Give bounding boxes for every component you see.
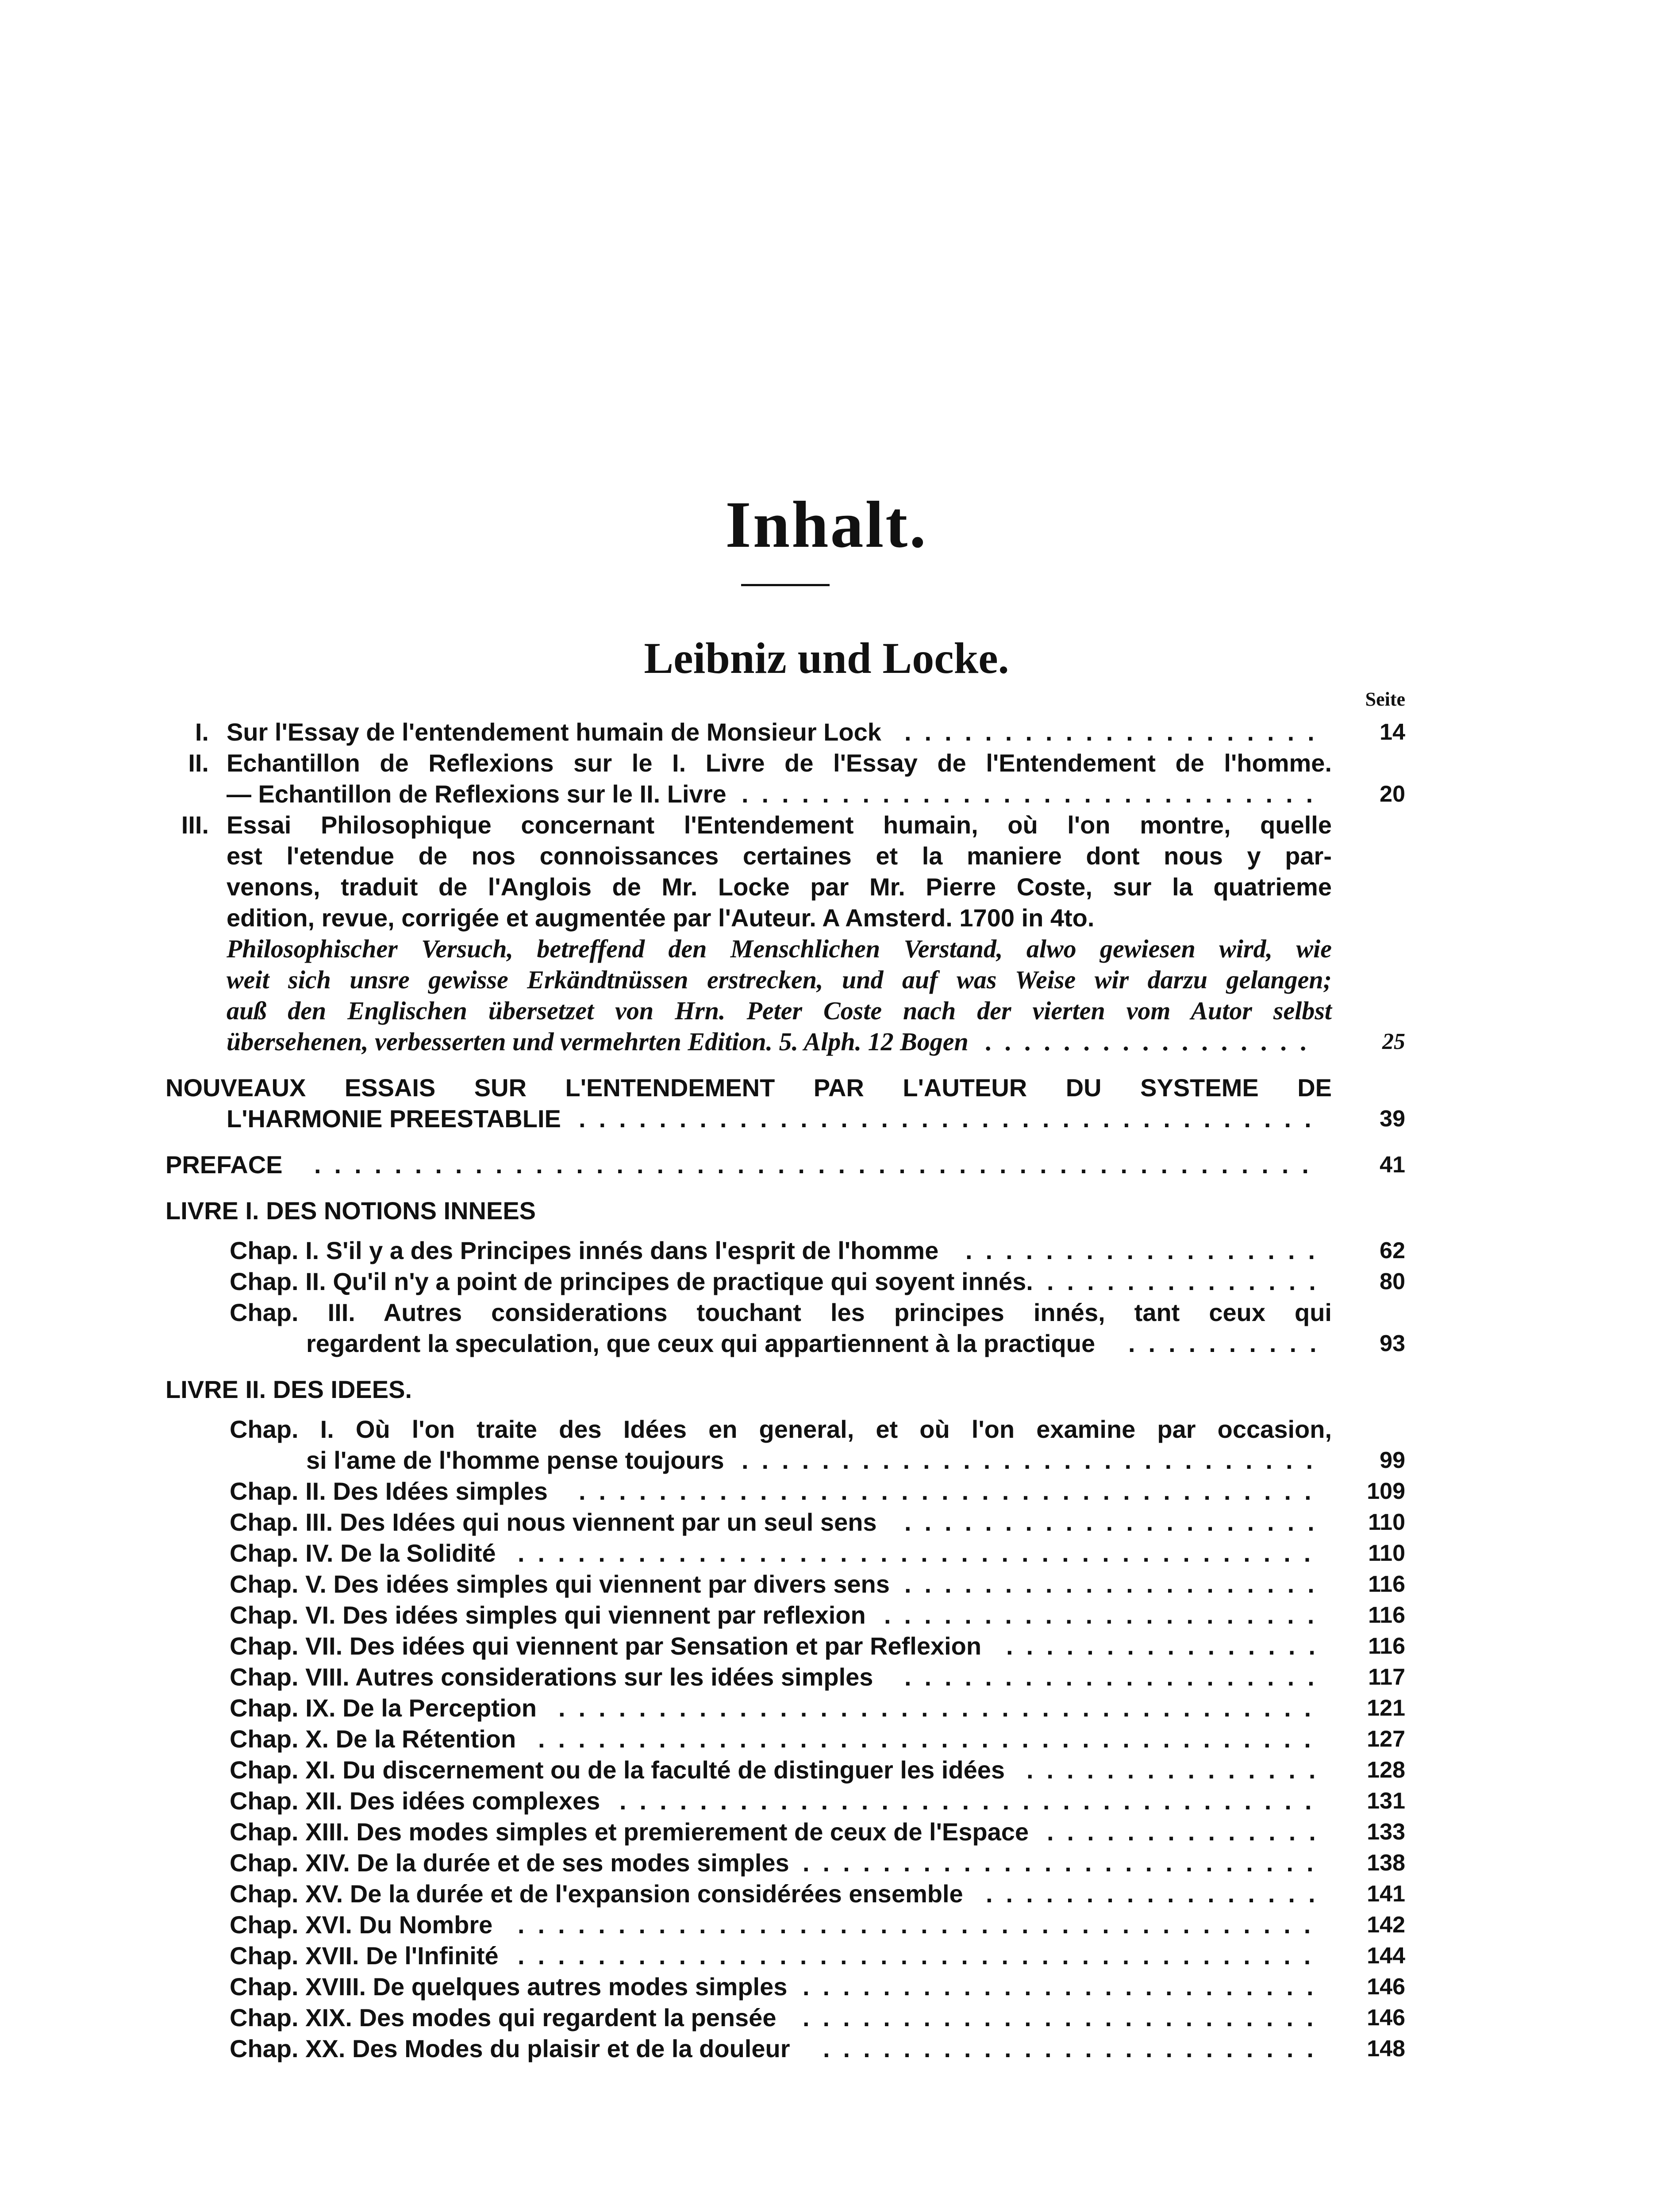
page-number: 146 — [1367, 1974, 1405, 2000]
dot-leader: .............. — [1047, 1267, 1329, 1295]
dot-leader: .......................... — [803, 2004, 1327, 2032]
toc-entry-text: regardent la speculation, que ceux qui appartiennent à la practique — [306, 1329, 1096, 1357]
toc-entry-text: Chap. III. Autres considerations touchant les principes innés, tant ceux qui — [230, 1298, 1332, 1326]
toc-entry-text: Chap. XIV. De la durée et de ses modes simples — [230, 1849, 789, 1877]
page-number: 25 — [1382, 1029, 1405, 1054]
toc-line — [227, 933, 1332, 964]
toc-line — [230, 1816, 1405, 1847]
toc-line — [165, 1195, 1332, 1226]
page-column-header: Seite — [1365, 688, 1405, 710]
toc-line — [227, 1026, 1405, 1057]
dot-leader: ................. — [986, 1027, 1321, 1056]
page-number: 99 — [1380, 1448, 1405, 1473]
page-title: Inhalt. — [725, 488, 928, 561]
toc-entry-text: LIVRE II. DES IDEES. — [165, 1375, 412, 1403]
toc-entry-text: Chap. XI. Du discernement ou de la faculté de distinguer les idées — [230, 1756, 1005, 1784]
dot-leader: .......................... — [803, 1973, 1327, 2001]
toc-entry-text: LIVRE I. DES NOTIONS INNEES — [165, 1197, 536, 1225]
toc-line — [230, 1786, 1405, 1816]
section-title: Leibniz und Locke. — [644, 634, 1009, 683]
toc-line — [306, 1445, 1405, 1476]
toc-line — [230, 1266, 1405, 1297]
toc-entry-text: L'HARMONIE PREESTABLIE — [227, 1105, 561, 1133]
dot-leader: ........................................ — [518, 1539, 1324, 1567]
dot-leader: ................................... — [619, 1787, 1325, 1815]
toc-line — [306, 1328, 1405, 1359]
toc-line — [227, 995, 1332, 1026]
dot-leader: .......... — [1128, 1329, 1330, 1357]
toc-entry-text: Chap. II. Qu'il n'y a point de principes de practique qui soyent innés. — [230, 1267, 1033, 1295]
page-number: 138 — [1367, 1850, 1405, 1876]
dot-leader: ................ — [1006, 1632, 1329, 1660]
page-number: 110 — [1368, 1540, 1405, 1566]
toc-entry-text: Chap. VII. Des idées qui viennent par Sensation et par Reflexion — [230, 1632, 982, 1660]
toc-entry-text: Philosophischer Versuch, betreffend den Menschlichen Verstand, alwo gewiesen wird, wie — [227, 934, 1332, 963]
toc-line — [230, 1476, 1405, 1507]
dot-leader: ..................... — [904, 1663, 1328, 1691]
dot-leader: ..................... — [904, 1508, 1328, 1536]
toc-entry-text: Chap. XX. Des Modes du plaisir et de la douleur — [230, 2035, 790, 2062]
page-number: 128 — [1367, 1757, 1405, 1783]
entry-number: I. — [195, 718, 209, 746]
page-number: 39 — [1380, 1106, 1405, 1132]
toc-line — [230, 1693, 1405, 1724]
page-number: 121 — [1367, 1695, 1405, 1721]
toc-entry-text: Essai Philosophique concernant l'Entendement humain, où l'on montre, quelle — [227, 811, 1332, 839]
toc-entry-text: Chap. III. Des Idées qui nous viennent par un seul sens — [230, 1508, 877, 1536]
toc-line — [165, 1149, 1405, 1180]
toc-line — [188, 748, 1332, 779]
toc-line — [227, 964, 1332, 995]
toc-line — [230, 1297, 1332, 1328]
page-number: 142 — [1367, 1912, 1405, 1938]
toc-line — [227, 1103, 1405, 1134]
page-number: 144 — [1367, 1943, 1405, 1969]
toc-line — [230, 1538, 1405, 1569]
toc-line — [230, 1507, 1405, 1538]
dot-leader: .............. — [1047, 1818, 1329, 1846]
toc-line — [230, 1878, 1405, 1909]
toc-entry-text: Chap. XII. Des idées complexes — [230, 1787, 600, 1815]
page-number: 93 — [1380, 1331, 1405, 1356]
toc-line — [195, 717, 1405, 748]
dot-leader: ........................................ — [518, 1942, 1324, 1970]
toc-line — [227, 902, 1332, 933]
toc-entry-text: edition, revue, corrigée et augmentée par l'Auteur. A Amsterd. 1700 in 4to. — [227, 904, 1095, 932]
toc-entry-text: Sur l'Essay de l'entendement humain de Monsieur Lock — [227, 718, 881, 746]
toc-entry-text: Chap. XVI. Du Nombre — [230, 1911, 493, 1939]
entry-number: II. — [188, 749, 209, 777]
page-number: 131 — [1367, 1788, 1405, 1814]
toc-line — [230, 1662, 1405, 1693]
toc-entry-text: PREFACE — [165, 1151, 283, 1179]
toc-entry-text: Echantillon de Reflexions sur le I. Livre de l'Essay de l'Entendement de l'homme. — [227, 749, 1332, 777]
dot-leader: ........................................ — [518, 1911, 1324, 1939]
toc-entry-text: est l'etendue de nos connoissances certaines et la maniere dont nous y par- — [227, 842, 1332, 870]
toc-line — [230, 2002, 1405, 2033]
toc-entry-text: übersehenen, verbesserten und vermehrten Edition. 5. Alph. 12 Bogen — [227, 1027, 969, 1056]
toc-entry-text: Chap. I. Où l'on traite des Idées en general, et où l'on examine par occasion, — [230, 1415, 1332, 1443]
page-number: 148 — [1367, 2036, 1405, 2062]
toc-line — [230, 1600, 1405, 1631]
toc-entry-text: NOUVEAUX ESSAIS SUR L'ENTENDEMENT PAR L'AUTEUR DU SYSTEME DE — [165, 1074, 1332, 1102]
toc-entry-text: weit sich unsre gewisse Erkändtnüssen erstrecken, und auf was Weise wir darzu gelangen; — [227, 965, 1332, 994]
title-divider — [741, 584, 830, 586]
page-number: 80 — [1380, 1269, 1405, 1294]
toc-entry-text: Chap. IX. De la Perception — [230, 1694, 537, 1722]
toc-entry-text: si l'ame de l'homme pense toujours — [306, 1446, 724, 1474]
dot-leader: ..................... — [904, 1570, 1328, 1598]
toc-line — [230, 1971, 1405, 2002]
page-number: 109 — [1367, 1479, 1405, 1504]
page-number: 116 — [1368, 1633, 1405, 1659]
toc-entry-text: Chap. II. Des Idées simples — [230, 1477, 548, 1505]
page-number: 62 — [1380, 1238, 1405, 1263]
dot-leader: .................. — [965, 1237, 1329, 1264]
dot-leader: .......................... — [803, 1849, 1327, 1877]
toc-line — [230, 1569, 1405, 1600]
page-number: 116 — [1368, 1571, 1405, 1597]
toc-line — [230, 1755, 1405, 1786]
toc-entry-text: — Echantillon de Reflexions sur le II. Livre — [227, 780, 727, 808]
page-number: 127 — [1367, 1726, 1405, 1752]
toc-entry-text: Chap. I. S'il y a des Principes innés dans l'esprit de l'homme — [230, 1237, 939, 1264]
dot-leader: ....................................... — [538, 1725, 1324, 1753]
dot-leader: ...................................... — [558, 1694, 1325, 1722]
dot-leader: ............................. — [742, 780, 1326, 808]
dot-leader: ..................................... — [579, 1477, 1325, 1505]
dot-leader: ......................... — [823, 2035, 1327, 2062]
toc-line — [230, 1631, 1405, 1662]
toc-line — [230, 1909, 1405, 1940]
toc-entry-text: Chap. XVII. De l'Infinité — [230, 1942, 499, 1970]
toc-entry-text: Chap. V. Des idées simples qui viennent par divers sens — [230, 1570, 890, 1598]
dot-leader: ..................................... — [579, 1105, 1325, 1133]
toc-line — [165, 1374, 1332, 1405]
toc-entry-text: Chap. XVIII. De quelques autres modes simples — [230, 1973, 788, 2001]
page-number: 20 — [1380, 781, 1405, 807]
toc-line — [181, 810, 1332, 841]
toc-line — [230, 1940, 1405, 1971]
toc-line — [230, 1235, 1405, 1266]
toc-entry-text: Chap. VIII. Autres considerations sur les idées simples — [230, 1663, 873, 1691]
page-number: 14 — [1380, 719, 1405, 745]
page-number: 116 — [1368, 1602, 1405, 1628]
toc-entry-text: Chap. X. De la Rétention — [230, 1725, 516, 1753]
dot-leader: ...................... — [884, 1601, 1328, 1629]
toc-line — [230, 1414, 1332, 1445]
page-number: 146 — [1367, 2005, 1405, 2031]
toc-entry-text: Chap. XIX. Des modes qui regardent la pensée — [230, 2004, 777, 2032]
page-number: 141 — [1367, 1881, 1405, 1907]
toc-entry-text: Chap. IV. De la Solidité — [230, 1539, 496, 1567]
toc-entry-text: Chap. XIII. Des modes simples et premierement de ceux de l'Espace — [230, 1818, 1029, 1846]
toc-line — [230, 2033, 1405, 2064]
toc-line — [230, 1847, 1405, 1878]
page-number: 117 — [1368, 1664, 1405, 1690]
page-number: 133 — [1367, 1819, 1405, 1845]
dot-leader: ............................. — [742, 1446, 1326, 1474]
toc-entry-text: Chap. VI. Des idées simples qui viennent par reflexion — [230, 1601, 866, 1629]
toc-line — [230, 1724, 1405, 1755]
toc-entry-text: venons, traduit de l'Anglois de Mr. Locke par Mr. Pierre Coste, sur la quatrieme — [227, 873, 1332, 901]
toc-line — [227, 872, 1332, 902]
entry-number: III. — [181, 811, 209, 839]
dot-leader: ..................... — [904, 718, 1328, 746]
toc-line — [165, 1072, 1332, 1103]
toc-line — [227, 841, 1332, 872]
toc-entry-text: auß den Englischen übersetzet von Hrn. Peter Coste nach der vierten vom Autor selbst — [227, 996, 1332, 1025]
page-number: 41 — [1380, 1152, 1405, 1178]
dot-leader: ............... — [1026, 1756, 1329, 1784]
dot-leader: ................. — [986, 1880, 1329, 1908]
toc-entry-text: Chap. XV. De la durée et de l'expansion considérées ensemble — [230, 1880, 963, 1908]
page-number: 110 — [1368, 1509, 1405, 1535]
dot-leader: .................................................. — [314, 1151, 1322, 1179]
toc-line — [227, 779, 1405, 810]
